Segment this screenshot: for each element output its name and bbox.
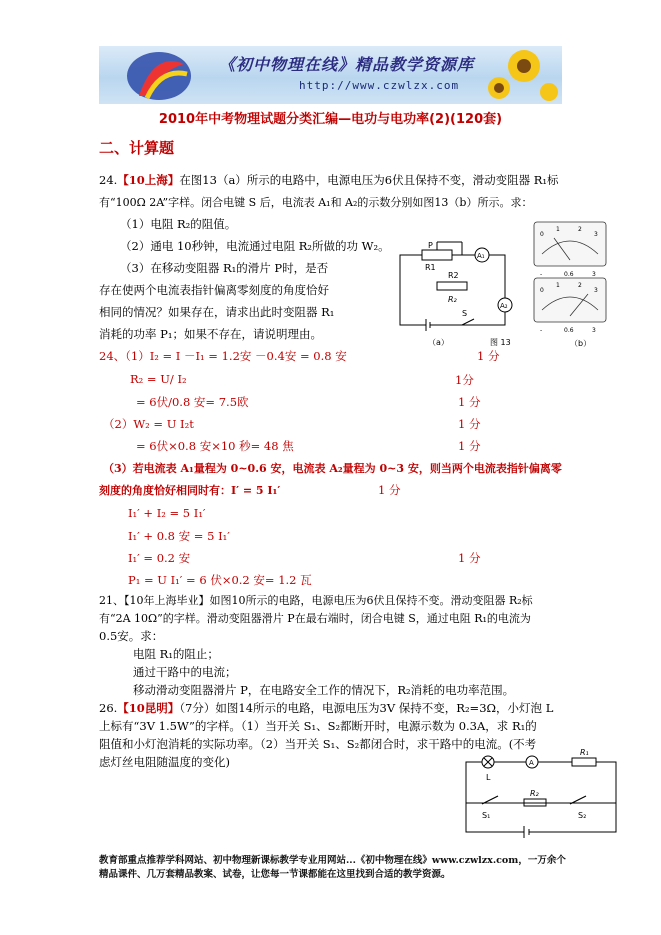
- fig13-label-r1: R1: [425, 263, 436, 272]
- fig13-caption-b: （b）: [570, 339, 592, 348]
- meter-bottom-tick-1: 1: [556, 282, 560, 289]
- answer24-line5: = 6伏×0.8 安×10 秒= 48 焦: [136, 439, 294, 453]
- meter-bottom-tick-0: 0: [540, 287, 544, 294]
- meter-top-terminal-06: 0.6: [564, 271, 574, 278]
- q21-line5: 通过干路中的电流；: [133, 665, 237, 679]
- answer24-line3: = 6伏/0.8 安= 7.5欧: [136, 395, 249, 409]
- answer24-line2: R₂ = U/ I₂: [130, 372, 187, 386]
- answer24-line7: 刻度的角度恰好相同时有：I′ = 5 I₁′: [99, 484, 281, 497]
- q26-tag: 【10昆明】: [117, 701, 180, 715]
- q24-sub1: （1）电阻 R₂的阻值。: [120, 217, 237, 231]
- fig14-label-r2: R₂: [530, 789, 539, 798]
- fig14-label-s2: S₂: [578, 811, 587, 820]
- q26-line1: [99, 700, 553, 716]
- page-footer: 教育部重点推荐学科网站、初中物理新课标教学专业用网站...《初中物理在线》www.czwlzx.com，一万余个精品课件、几万套精品教案、试卷，让您每一节课都能在这里找到合适的教学资源。: [99, 855, 566, 880]
- q24-stem-text: 在图13（a）所示的电路中，电源电压为6伏且保持不变，滑动变阻器 R₁标: [179, 173, 559, 187]
- answer24-score3: 1 分: [458, 395, 481, 409]
- meter-bottom-tick-3: 3: [594, 287, 598, 294]
- q21-line1: 21、【10年上海毕业】如图10所示的电路，电源电压为6伏且保持不变。滑动变阻器 R₂标: [99, 594, 533, 607]
- q24-tag: 【10上海】: [117, 173, 180, 187]
- q24-stem-line1: [99, 172, 559, 188]
- answer24-line4: （2）W₂ = U I₂t: [103, 417, 194, 431]
- fig13-caption-a: （a）: [428, 338, 449, 347]
- answer24-score4: 1 分: [458, 417, 481, 431]
- banner-title: 《初中物理在线》精品教学资源库: [219, 55, 475, 74]
- meter-top-tick-3: 3: [594, 231, 598, 238]
- answer24-score10: 1 分: [458, 551, 481, 565]
- q26-number: 26.: [99, 701, 118, 715]
- q24-sub3-line4: 消耗的功率 P₁；如果不存在，请说明理由。: [99, 327, 323, 341]
- banner-url[interactable]: http://www.czwlzx.com: [299, 79, 460, 92]
- meter-bottom-tick-2: 2: [578, 282, 582, 289]
- q26-line2: 上标有“3V 1.5W”的字样。（1）当开关 S₁、S₂都断开时，电源示数为 0.3A，求 R₁的: [99, 719, 537, 733]
- figure13a-circuit-diagram: [392, 240, 522, 350]
- answer24-line6: （3）若电流表 A₁量程为 0~0.6 安，电流表 A₂量程为 0~3 安，则当两个电流表指针偏离零: [103, 462, 562, 475]
- fig14-label-r1: R₁: [580, 748, 589, 757]
- answer24-score5: 1 分: [458, 439, 481, 453]
- meter-top-tick-0: 0: [540, 231, 544, 238]
- meter-top-terminal-neg: -: [540, 271, 543, 278]
- fig14-label-s1: S₁: [482, 811, 491, 820]
- fig14-label-l: L: [486, 773, 491, 782]
- q21-line4: 电阻 R₁的阻止；: [133, 647, 219, 661]
- q21-line3: 0.5安。求：: [99, 629, 164, 643]
- meter-top-tick-2: 2: [578, 226, 582, 233]
- meter-bottom-terminal-3: 3: [592, 327, 596, 334]
- fig13-label-a2: A₂: [500, 302, 508, 310]
- meter-bottom-terminal-neg: -: [540, 327, 543, 334]
- answer24-score2: 1分: [455, 373, 474, 387]
- q26-line3: 阻值和小灯泡消耗的实际功率。（2）当开关 S₁、S₂都闭合时，求干路中的电流。(不考: [99, 737, 537, 751]
- meter-top-terminal-3: 3: [592, 271, 596, 278]
- section-heading: 二、计算题: [99, 139, 175, 157]
- fig13-label-a1: A₁: [477, 252, 485, 260]
- q21-line6: 移动滑动变阻器滑片 P，在电路安全工作的情况下，R₂消耗的电功率范围。: [133, 683, 515, 697]
- figure13b-ammeters: [530, 220, 610, 350]
- answer24-line11: P₁ = U I₁′ = 6 伏×0.2 安= 1.2 瓦: [128, 573, 312, 587]
- q24-number: 24.: [99, 173, 118, 187]
- q26-line1-text: （7分）如图14所示的电路，电源电压为3V 保持不变，R₂=3Ω，小灯泡 L: [179, 701, 554, 715]
- answer24-line9: I₁′ + 0.8 安 = 5 I₁′: [128, 529, 230, 543]
- answer24-line8: I₁′ + I₂ = 5 I₁′: [128, 506, 206, 520]
- fig13-label-s: S: [462, 309, 468, 318]
- answer24-line10: I₁′ = 0.2 安: [128, 551, 191, 565]
- figure14-circuit-diagram: [460, 748, 630, 848]
- fig13-caption-num: 图 13: [490, 338, 511, 347]
- q24-sub2: （2）通电 10秒钟，电流通过电阻 R₂所做的功 W₂。: [120, 239, 390, 253]
- q24-sub3-line2: 存在使两个电流表指针偏离零刻度的角度恰好: [99, 283, 329, 297]
- q24-sub3-line3: 相同的情况？如果存在，请求出此时变阻器 R₁: [99, 305, 335, 319]
- answer24-line1: 24、（1）I₂ = I －I₁ = 1.2安 －0.4安 = 0.8 安: [99, 349, 347, 363]
- q24-sub3-line1: （3）在移动变阻器 R₁的滑片 P时，是否: [120, 261, 329, 275]
- q24-stem-line2: 有“100Ω 2A”字样。闭合电键 S 后，电流表 A₁和 A₂的示数分别如图13（b）所示。求：: [99, 196, 533, 209]
- fig13-label-r2-italic: R₂: [448, 295, 457, 304]
- meter-top-tick-1: 1: [556, 226, 560, 233]
- answer24-score7: 1 分: [378, 483, 401, 497]
- document-title: 2010年中考物理试题分类汇编—电功与电功率(2)(120套): [158, 112, 503, 127]
- q21-line2: 有“2A 10Ω”的字样。滑动变阻器滑片 P在最右端时，闭合电键 S，通过电阻 R₁的电流为: [99, 612, 531, 625]
- fig13-label-r2: R2: [448, 271, 459, 280]
- meter-bottom-terminal-06: 0.6: [564, 327, 574, 334]
- site-banner: [99, 46, 562, 104]
- fig13-label-p: P: [428, 241, 433, 250]
- q26-line4: 虑灯丝电阻随温度的变化): [99, 755, 230, 769]
- answer24-score1: 1 分: [477, 349, 500, 363]
- fig14-label-a: A: [529, 759, 534, 767]
